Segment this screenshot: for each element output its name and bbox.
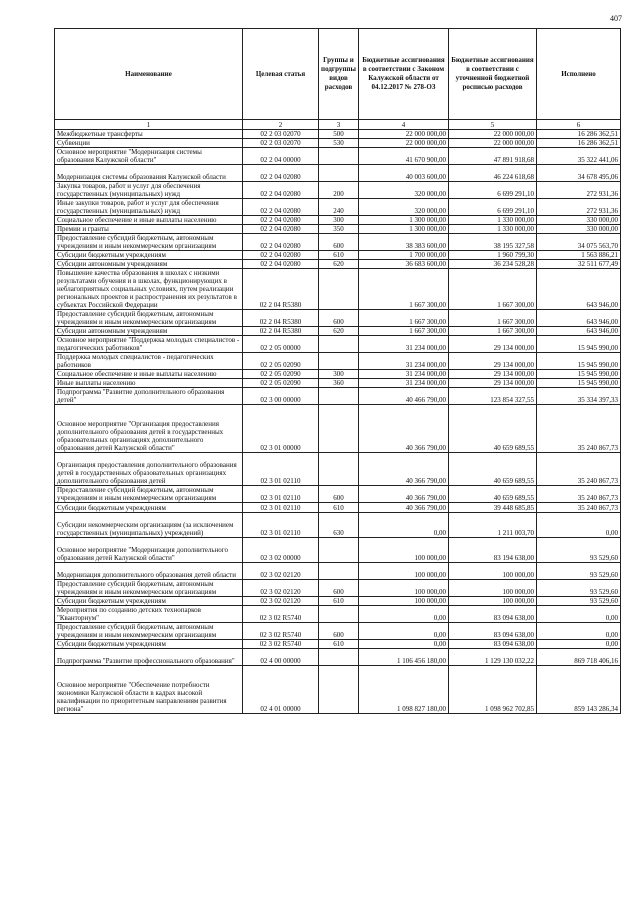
row-executed-amount: 15 945 990,00 xyxy=(537,370,621,379)
row-name: Социальное обеспечение и иные выплаты населению xyxy=(55,370,243,379)
row-law-amount: 40 003 600,00 xyxy=(359,165,449,182)
header-law: Бюджетные ассигнования в соответствии с Законом Калужской области от 04.12.2017 № 278-ОЗ xyxy=(359,29,449,120)
table-row xyxy=(55,666,621,714)
row-refined-amount: 1 098 962 702,85 xyxy=(449,666,537,714)
row-target-code: 02 2 03 02070 xyxy=(243,130,319,139)
row-executed-amount: 643 946,00 xyxy=(537,310,621,327)
row-refined-amount: 47 891 918,68 xyxy=(449,148,537,165)
row-group-code xyxy=(319,538,359,563)
header-refined: Бюджетные ассигнования в соответствии с уточненной бюджетной росписью расходов xyxy=(449,29,537,120)
row-group-code xyxy=(319,148,359,165)
table-row xyxy=(55,513,621,538)
table-row xyxy=(55,580,621,597)
column-number: 1 xyxy=(55,120,243,130)
row-group-code: 610 xyxy=(319,597,359,606)
budget-table xyxy=(54,28,621,714)
row-group-code: 600 xyxy=(319,580,359,597)
row-target-code: 02 2 05 02090 xyxy=(243,370,319,379)
row-law-amount: 38 383 600,00 xyxy=(359,234,449,251)
row-group-code xyxy=(319,606,359,623)
row-name: Основное мероприятие "Поддержка молодых специалистов - педагогических работников" xyxy=(55,336,243,353)
row-refined-amount: 29 134 000,00 xyxy=(449,379,537,388)
column-number: 2 xyxy=(243,120,319,130)
row-executed-amount: 643 946,00 xyxy=(537,327,621,336)
row-name: Закупка товаров, работ и услуг для обеспечения государственных (муниципальных) нужд xyxy=(55,182,243,199)
table-row xyxy=(55,353,621,370)
row-group-code: 600 xyxy=(319,623,359,640)
row-executed-amount: 15 945 990,00 xyxy=(537,353,621,370)
table-row xyxy=(55,486,621,503)
row-name: Субсидии бюджетным учреждениям xyxy=(55,503,243,513)
row-refined-amount: 100 000,00 xyxy=(449,580,537,597)
row-name: Предоставление субсидий бюджетным, автономным учреждениям и иным некоммерческим организациям xyxy=(55,486,243,503)
row-target-code: 02 2 04 02080 xyxy=(243,165,319,182)
row-refined-amount: 1 667 300,00 xyxy=(449,269,537,310)
row-target-code: 02 2 05 02090 xyxy=(243,379,319,388)
row-executed-amount: 93 529,60 xyxy=(537,538,621,563)
row-law-amount: 1 106 456 180,00 xyxy=(359,649,449,666)
row-name: Поддержка молодых специалистов - педагогических работников xyxy=(55,353,243,370)
row-target-code: 02 3 01 02110 xyxy=(243,453,319,486)
table-row xyxy=(55,139,621,148)
row-target-code: 02 3 02 R5740 xyxy=(243,640,319,649)
row-law-amount: 320 000,00 xyxy=(359,199,449,216)
table-row xyxy=(55,148,621,165)
row-executed-amount: 34 678 495,06 xyxy=(537,165,621,182)
row-refined-amount: 29 134 000,00 xyxy=(449,353,537,370)
row-group-code: 360 xyxy=(319,379,359,388)
row-executed-amount: 93 529,60 xyxy=(537,563,621,580)
row-name: Премии и гранты xyxy=(55,225,243,234)
row-name: Мероприятия по созданию детских технопарков "Кванториум" xyxy=(55,606,243,623)
row-group-code: 600 xyxy=(319,310,359,327)
row-group-code xyxy=(319,336,359,353)
row-law-amount: 40 466 790,00 xyxy=(359,388,449,405)
row-law-amount: 22 000 000,00 xyxy=(359,130,449,139)
column-number: 3 xyxy=(319,120,359,130)
row-group-code xyxy=(319,353,359,370)
row-target-code: 02 2 04 02080 xyxy=(243,182,319,199)
row-law-amount: 0,00 xyxy=(359,640,449,649)
row-law-amount: 100 000,00 xyxy=(359,597,449,606)
row-executed-amount: 15 945 990,00 xyxy=(537,336,621,353)
table-row xyxy=(55,597,621,606)
row-group-code: 240 xyxy=(319,199,359,216)
column-numbers-row xyxy=(55,120,621,130)
row-group-code xyxy=(319,453,359,486)
row-executed-amount: 272 931,36 xyxy=(537,199,621,216)
row-target-code: 02 3 02 02120 xyxy=(243,563,319,580)
row-refined-amount: 83 094 638,00 xyxy=(449,606,537,623)
row-target-code: 02 3 00 00000 xyxy=(243,388,319,405)
row-group-code: 600 xyxy=(319,486,359,503)
row-name: Субсидии бюджетным учреждениям xyxy=(55,597,243,606)
row-refined-amount: 1 960 799,30 xyxy=(449,251,537,260)
row-law-amount: 0,00 xyxy=(359,513,449,538)
row-name: Подпрограмма "Развитие дополнительного образования детей" xyxy=(55,388,243,405)
row-name: Иные закупки товаров, работ и услуг для обеспечения государственных (муниципальных) нужд xyxy=(55,199,243,216)
row-refined-amount: 1 330 000,00 xyxy=(449,225,537,234)
row-group-code: 300 xyxy=(319,370,359,379)
table-row xyxy=(55,225,621,234)
row-refined-amount: 100 000,00 xyxy=(449,597,537,606)
row-target-code: 02 2 04 R5380 xyxy=(243,310,319,327)
row-target-code: 02 2 04 R5380 xyxy=(243,269,319,310)
row-law-amount: 40 366 790,00 xyxy=(359,486,449,503)
row-refined-amount: 1 211 003,70 xyxy=(449,513,537,538)
row-executed-amount: 35 322 441,06 xyxy=(537,148,621,165)
table-row xyxy=(55,405,621,453)
row-refined-amount: 6 699 291,10 xyxy=(449,182,537,199)
row-target-code: 02 3 02 02120 xyxy=(243,580,319,597)
row-refined-amount: 83 094 638,00 xyxy=(449,623,537,640)
row-law-amount: 1 300 000,00 xyxy=(359,216,449,225)
row-refined-amount: 22 000 000,00 xyxy=(449,139,537,148)
row-name: Иные выплаты населению xyxy=(55,379,243,388)
row-law-amount: 1 300 000,00 xyxy=(359,225,449,234)
row-target-code: 02 2 04 02080 xyxy=(243,216,319,225)
row-name: Организация предоставления дополнительного образования детей в государственных образовательных организациях дополнительного образования детей xyxy=(55,453,243,486)
row-refined-amount: 36 234 528,28 xyxy=(449,260,537,269)
row-law-amount: 320 000,00 xyxy=(359,182,449,199)
row-executed-amount: 0,00 xyxy=(537,623,621,640)
row-law-amount: 40 366 790,00 xyxy=(359,503,449,513)
table-row xyxy=(55,269,621,310)
row-target-code: 02 2 04 02080 xyxy=(243,234,319,251)
row-refined-amount: 123 854 327,55 xyxy=(449,388,537,405)
table-row xyxy=(55,234,621,251)
row-executed-amount: 32 511 677,49 xyxy=(537,260,621,269)
page-number: 407 xyxy=(610,14,622,23)
table-header-row xyxy=(55,29,621,120)
row-name: Повышение качества образования в школах с низкими результатами обучения и в школах, функционирующих в неблагоприятных социальных условиях, путем реализации региональных проектов и распространения их результатов в субъектах Российской Федерации xyxy=(55,269,243,310)
table-row xyxy=(55,216,621,225)
row-refined-amount: 40 659 689,55 xyxy=(449,486,537,503)
row-law-amount: 0,00 xyxy=(359,623,449,640)
table-row xyxy=(55,388,621,405)
row-executed-amount: 0,00 xyxy=(537,606,621,623)
row-group-code xyxy=(319,563,359,580)
row-group-code: 630 xyxy=(319,513,359,538)
row-executed-amount: 35 240 867,73 xyxy=(537,486,621,503)
row-executed-amount: 34 075 563,70 xyxy=(537,234,621,251)
row-group-code: 300 xyxy=(319,216,359,225)
row-law-amount: 0,00 xyxy=(359,606,449,623)
header-name: Наименование xyxy=(55,29,243,120)
row-name: Межбюджетные трансферты xyxy=(55,130,243,139)
row-law-amount: 22 000 000,00 xyxy=(359,139,449,148)
row-target-code: 02 3 01 02110 xyxy=(243,513,319,538)
table-row xyxy=(55,563,621,580)
row-executed-amount: 16 286 362,51 xyxy=(537,139,621,148)
row-executed-amount: 93 529,60 xyxy=(537,580,621,597)
row-target-code: 02 3 02 R5740 xyxy=(243,606,319,623)
row-name: Модернизация системы образования Калужской области xyxy=(55,165,243,182)
row-law-amount: 40 366 790,00 xyxy=(359,405,449,453)
row-refined-amount: 6 699 291,10 xyxy=(449,199,537,216)
row-refined-amount: 38 195 327,58 xyxy=(449,234,537,251)
table-row xyxy=(55,327,621,336)
row-refined-amount: 1 330 000,00 xyxy=(449,216,537,225)
row-executed-amount: 93 529,60 xyxy=(537,597,621,606)
row-law-amount: 100 000,00 xyxy=(359,538,449,563)
table-row xyxy=(55,165,621,182)
row-law-amount: 1 700 000,00 xyxy=(359,251,449,260)
table-row xyxy=(55,606,621,623)
row-name: Субсидии автономным учреждениям xyxy=(55,327,243,336)
row-executed-amount: 35 240 867,73 xyxy=(537,405,621,453)
table-row xyxy=(55,623,621,640)
row-refined-amount: 1 129 130 032,22 xyxy=(449,649,537,666)
row-executed-amount: 330 000,00 xyxy=(537,216,621,225)
table-row xyxy=(55,130,621,139)
row-refined-amount: 29 134 000,00 xyxy=(449,370,537,379)
table-row xyxy=(55,538,621,563)
header-group: Группы и подгруппы видов расходов xyxy=(319,29,359,120)
row-refined-amount: 29 134 000,00 xyxy=(449,336,537,353)
row-refined-amount: 39 448 685,85 xyxy=(449,503,537,513)
row-refined-amount: 100 000,00 xyxy=(449,563,537,580)
row-law-amount: 100 000,00 xyxy=(359,563,449,580)
row-group-code xyxy=(319,165,359,182)
row-refined-amount: 83 094 638,00 xyxy=(449,640,537,649)
row-name: Субвенции xyxy=(55,139,243,148)
table-row xyxy=(55,640,621,649)
row-target-code: 02 2 04 02080 xyxy=(243,251,319,260)
row-name: Субсидии бюджетным учреждениям xyxy=(55,251,243,260)
row-group-code: 610 xyxy=(319,503,359,513)
row-refined-amount: 46 224 618,68 xyxy=(449,165,537,182)
row-target-code: 02 3 01 02110 xyxy=(243,486,319,503)
row-executed-amount: 1 563 886,21 xyxy=(537,251,621,260)
row-refined-amount: 40 659 689,55 xyxy=(449,405,537,453)
row-target-code: 02 2 04 02080 xyxy=(243,225,319,234)
row-target-code: 02 2 05 00000 xyxy=(243,336,319,353)
row-executed-amount: 16 286 362,51 xyxy=(537,130,621,139)
row-executed-amount: 643 946,00 xyxy=(537,269,621,310)
row-name: Предоставление субсидий бюджетным, автономным учреждениям и иным некоммерческим организациям xyxy=(55,310,243,327)
row-group-code: 620 xyxy=(319,260,359,269)
row-target-code: 02 2 03 02070 xyxy=(243,139,319,148)
row-executed-amount: 272 931,36 xyxy=(537,182,621,199)
row-law-amount: 40 366 790,00 xyxy=(359,453,449,486)
row-law-amount: 1 098 827 180,00 xyxy=(359,666,449,714)
row-group-code: 530 xyxy=(319,139,359,148)
row-target-code: 02 4 00 00000 xyxy=(243,649,319,666)
column-number: 6 xyxy=(537,120,621,130)
row-law-amount: 1 667 300,00 xyxy=(359,310,449,327)
header-target: Целевая статья xyxy=(243,29,319,120)
row-group-code xyxy=(319,666,359,714)
table-row xyxy=(55,453,621,486)
table-row xyxy=(55,503,621,513)
table-row xyxy=(55,310,621,327)
row-law-amount: 1 667 300,00 xyxy=(359,327,449,336)
row-law-amount: 36 683 600,00 xyxy=(359,260,449,269)
row-group-code: 350 xyxy=(319,225,359,234)
row-executed-amount: 0,00 xyxy=(537,513,621,538)
row-name: Субсидии некоммерческим организациям (за исключением государственных (муниципальных) учреждений) xyxy=(55,513,243,538)
table-row xyxy=(55,336,621,353)
row-group-code: 610 xyxy=(319,640,359,649)
table-row xyxy=(55,370,621,379)
table-row xyxy=(55,649,621,666)
row-executed-amount: 330 000,00 xyxy=(537,225,621,234)
row-executed-amount: 35 240 867,73 xyxy=(537,503,621,513)
row-target-code: 02 2 04 02080 xyxy=(243,199,319,216)
row-group-code: 200 xyxy=(319,182,359,199)
row-name: Подпрограмма "Развитие профессионального образования" xyxy=(55,649,243,666)
row-executed-amount: 0,00 xyxy=(537,640,621,649)
table-row xyxy=(55,379,621,388)
row-target-code: 02 3 01 00000 xyxy=(243,405,319,453)
row-name: Предоставление субсидий бюджетным, автономным учреждениям и иным некоммерческим организациям xyxy=(55,623,243,640)
column-number: 5 xyxy=(449,120,537,130)
row-target-code: 02 3 02 00000 xyxy=(243,538,319,563)
row-target-code: 02 2 04 R5380 xyxy=(243,327,319,336)
row-refined-amount: 1 667 300,00 xyxy=(449,327,537,336)
table-row xyxy=(55,182,621,199)
row-law-amount: 1 667 300,00 xyxy=(359,269,449,310)
row-refined-amount: 1 667 300,00 xyxy=(449,310,537,327)
row-group-code xyxy=(319,269,359,310)
row-group-code xyxy=(319,405,359,453)
row-executed-amount: 35 240 867,73 xyxy=(537,453,621,486)
row-target-code: 02 2 04 00000 xyxy=(243,148,319,165)
row-group-code: 620 xyxy=(319,327,359,336)
row-target-code: 02 4 01 00000 xyxy=(243,666,319,714)
row-name: Основное мероприятие "Модернизация системы образования Калужской области" xyxy=(55,148,243,165)
row-law-amount: 100 000,00 xyxy=(359,580,449,597)
row-name: Предоставление субсидий бюджетным, автономным учреждениям и иным некоммерческим организациям xyxy=(55,234,243,251)
row-name: Основное мероприятие "Обеспечение потребности экономики Калужской области в кадрах высокой квалификации по приоритетным направлениям развития региона" xyxy=(55,666,243,714)
row-executed-amount: 35 334 397,33 xyxy=(537,388,621,405)
row-law-amount: 31 234 000,00 xyxy=(359,379,449,388)
row-name: Социальное обеспечение и иные выплаты населению xyxy=(55,216,243,225)
row-target-code: 02 3 01 02110 xyxy=(243,503,319,513)
row-executed-amount: 869 718 406,16 xyxy=(537,649,621,666)
column-number: 4 xyxy=(359,120,449,130)
row-group-code: 600 xyxy=(319,234,359,251)
row-law-amount: 31 234 000,00 xyxy=(359,353,449,370)
row-executed-amount: 859 143 286,34 xyxy=(537,666,621,714)
row-target-code: 02 2 04 02080 xyxy=(243,260,319,269)
row-law-amount: 41 670 900,00 xyxy=(359,148,449,165)
row-group-code xyxy=(319,388,359,405)
table-row xyxy=(55,260,621,269)
table-row xyxy=(55,251,621,260)
row-name: Субсидии бюджетным учреждениям xyxy=(55,640,243,649)
table-row xyxy=(55,199,621,216)
row-name: Основное мероприятие "Организация предоставления дополнительного образования детей в государственных образовательных организациях дополнительного образования детей Калужской области" xyxy=(55,405,243,453)
row-name: Основное мероприятие "Модернизация дополнительного образования детей Калужской области" xyxy=(55,538,243,563)
row-name: Модернизация дополнительного образования детей области xyxy=(55,563,243,580)
row-group-code xyxy=(319,649,359,666)
row-refined-amount: 22 000 000,00 xyxy=(449,130,537,139)
row-target-code: 02 2 05 02090 xyxy=(243,353,319,370)
row-executed-amount: 15 945 990,00 xyxy=(537,379,621,388)
header-executed: Исполнено xyxy=(537,29,621,120)
row-law-amount: 31 234 000,00 xyxy=(359,370,449,379)
row-target-code: 02 3 02 02120 xyxy=(243,597,319,606)
row-law-amount: 31 234 000,00 xyxy=(359,336,449,353)
row-refined-amount: 83 194 638,00 xyxy=(449,538,537,563)
row-name: Субсидии автономным учреждениям xyxy=(55,260,243,269)
row-refined-amount: 40 659 689,55 xyxy=(449,453,537,486)
row-target-code: 02 3 02 R5740 xyxy=(243,623,319,640)
row-name: Предоставление субсидий бюджетным, автономным учреждениям и иным некоммерческим организациям xyxy=(55,580,243,597)
row-group-code: 500 xyxy=(319,130,359,139)
row-group-code: 610 xyxy=(319,251,359,260)
